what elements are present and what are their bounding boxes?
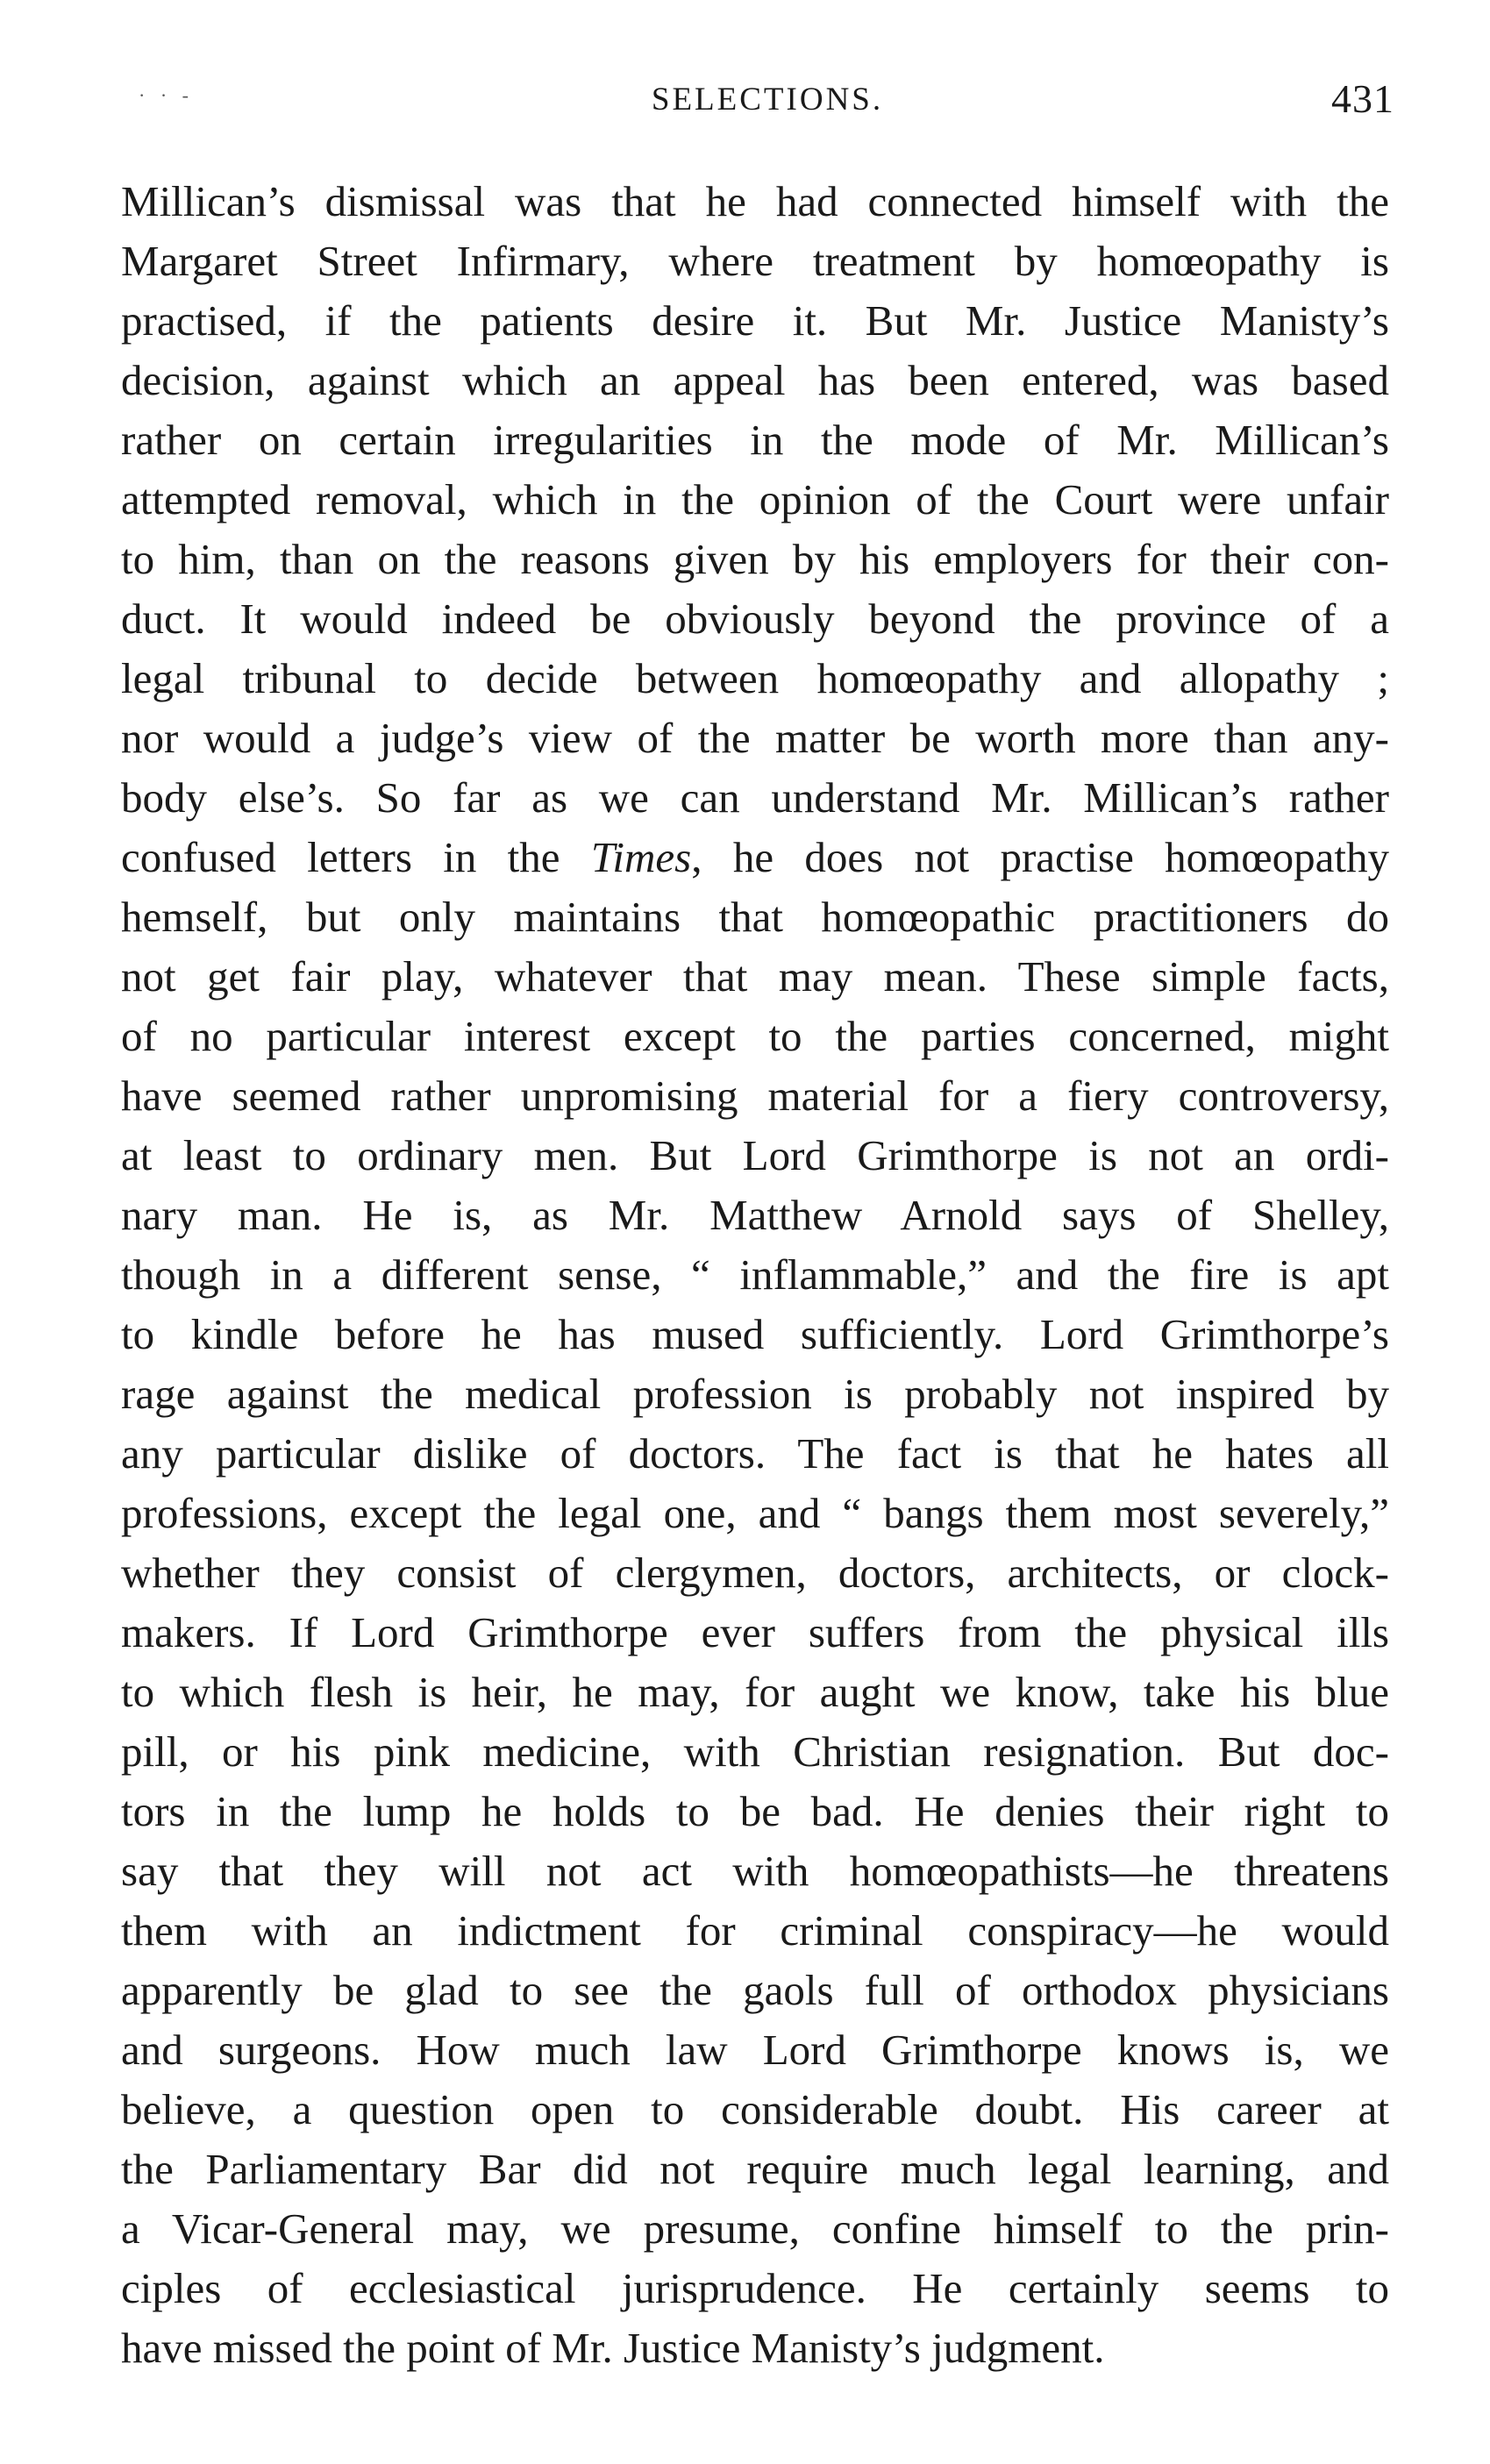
text-line: tors in the lump he holds to be bad. He denies their right to bbox=[121, 1787, 1389, 1835]
text-line: rather on certain irregularities in the mode of Mr. Millican’s bbox=[121, 416, 1389, 464]
text-line: to kindle before he has mused sufficiently. Lord Grimthorpe’s bbox=[121, 1310, 1389, 1358]
text-line: the Parliamentary Bar did not require much legal learning, and bbox=[121, 2145, 1389, 2193]
text-line: nor would a judge’s view of the matter be worth more than any- bbox=[121, 714, 1389, 762]
text-line: have seemed rather unpromising material for a fiery controversy, bbox=[121, 1072, 1389, 1120]
text-line: duct. It would indeed be obviously beyond the province of a bbox=[121, 595, 1389, 643]
text-line: nary man. He is, as Mr. Matthew Arnold says of Shelley, bbox=[121, 1191, 1389, 1239]
text-line: whether they consist of clergymen, doctors, architects, or clock- bbox=[121, 1549, 1389, 1597]
text-line: any particular dislike of doctors. The fact is that he hates all bbox=[121, 1429, 1389, 1478]
text-line: say that they will not act with homœopathists—he threatens bbox=[121, 1847, 1389, 1895]
text-line: them with an indictment for criminal conspiracy—he would bbox=[121, 1906, 1389, 1955]
text-line: of no particular interest except to the parties concerned, might bbox=[121, 1012, 1389, 1060]
text-line: pill, or his pink medicine, with Christian resignation. But doc- bbox=[121, 1727, 1389, 1776]
text-line: attempted removal, which in the opinion of the Court were unfair bbox=[121, 475, 1389, 523]
text-line: have missed the point of Mr. Justice Manisty’s judgment. bbox=[121, 2324, 1105, 2372]
print-specks: · · - bbox=[139, 84, 194, 106]
text-line: confused letters in the Times, he does not practise homœopathy bbox=[121, 833, 1389, 881]
body-text bbox=[121, 172, 1389, 2378]
text-line: body else’s. So far as we can understand Mr. Millican’s rather bbox=[121, 773, 1389, 822]
text-line: decision, against which an appeal has been entered, was based bbox=[121, 356, 1389, 404]
text-line: legal tribunal to decide between homœopathy and allopathy ; bbox=[121, 654, 1389, 702]
text-line: rage against the medical profession is probably not inspired by bbox=[121, 1370, 1389, 1418]
running-head: SELECTIONS. bbox=[651, 82, 884, 118]
text-line: not get fair play, whatever that may mean. These simple facts, bbox=[121, 952, 1389, 1001]
text-line: professions, except the legal one, and “ bangs them most severely,” bbox=[121, 1489, 1389, 1537]
text-line: believe, a question open to considerable doubt. His career at bbox=[121, 2085, 1389, 2133]
text-line: ciples of ecclesiastical jurisprudence. He certainly seems to bbox=[121, 2264, 1389, 2312]
text-line: at least to ordinary men. But Lord Grimthorpe is not an ordi- bbox=[121, 1131, 1389, 1179]
text-line: to which flesh is heir, he may, for aught we know, take his blue bbox=[121, 1668, 1389, 1716]
page-header bbox=[123, 76, 1394, 133]
text-line: Millican’s dismissal was that he had connected himself with the bbox=[121, 177, 1389, 225]
text-line: practised, if the patients desire it. But Mr. Justice Manisty’s bbox=[121, 296, 1389, 345]
text-line: hemself, but only maintains that homœopathic practitioners do bbox=[121, 893, 1389, 941]
text-line: a Vicar-General may, we presume, confine himself to the prin- bbox=[121, 2204, 1389, 2253]
text-line: makers. If Lord Grimthorpe ever suffers from the physical ills bbox=[121, 1608, 1389, 1656]
italic-title: Times bbox=[590, 833, 692, 881]
text-line: though in a different sense, “ inflammable,” and the fire is apt bbox=[121, 1250, 1389, 1299]
text-line: Margaret Street Infirmary, where treatment by homœopathy is bbox=[121, 237, 1389, 285]
text-line: apparently be glad to see the gaols full of orthodox physicians bbox=[121, 1966, 1389, 2014]
page-number: 431 bbox=[1331, 76, 1394, 121]
text-line: to him, than on the reasons given by his employers for their con- bbox=[121, 535, 1389, 583]
text-line: and surgeons. How much law Lord Grimthorpe knows is, we bbox=[121, 2026, 1389, 2074]
